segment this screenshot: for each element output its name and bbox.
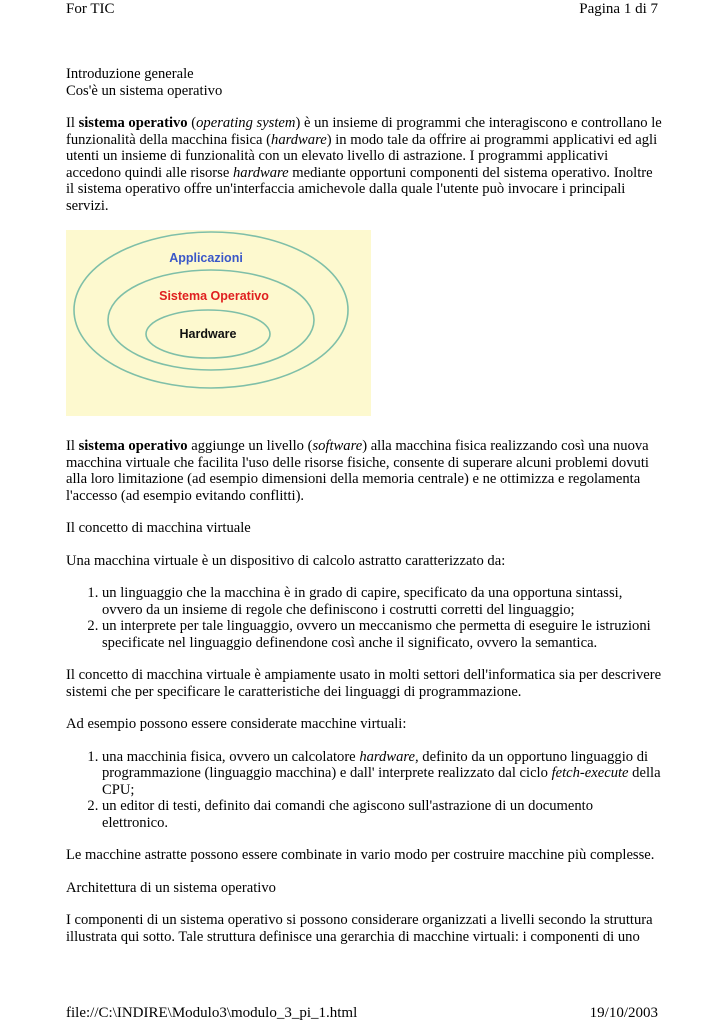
section-subtitle: Cos'è un sistema operativo bbox=[66, 82, 223, 99]
list-vm-examples bbox=[66, 749, 662, 832]
italic-term: hardware bbox=[232, 164, 289, 181]
page-header-title: For TIC bbox=[66, 1, 115, 17]
paragraph-os-layer: Il sistema operativo aggiunge un livello (software) alla macchina fisica realizzando così una nuova macchina virtuale che facilita l'uso delle risorse fisiche, consente di superare alcuni problemi dovuti alla loro limitazione (ad esempio dimensioni della memoria centrale) e ne ottimizza e regolamenta l'accesso (ad esempio evitando conflitti). bbox=[66, 438, 649, 504]
italic-term: fetch-execute bbox=[551, 765, 629, 781]
bold-term: sistema operativo bbox=[78, 115, 188, 131]
print-date: 19/10/2003 bbox=[589, 1005, 658, 1021]
list-item: 2. un interprete per tale linguaggio, ovvero un meccanismo che permetta di eseguire le istruzioni specificate nel linguaggio definendone così anche il significato, ovvero la semantica. bbox=[102, 618, 662, 651]
paragraph-os-definition: Il sistema operativo (operating system) è un insieme di programmi che interagiscono e controllano le funzionalità della macchina fisica (hardware) in modo tale da offrire ai programmi applicativi ed agli utenti un insieme di funzionalità con un elevato livello di astrazione. I programmi applicativi accedono quindi alle risorse hardware mediante opportuni componenti del sistema operativo. Inoltre il sistema operativo offre un'interfaccia amichevole dalla quale l'utente può invocare i principali servizi. bbox=[66, 115, 662, 214]
bold-term: sistema operativo bbox=[78, 438, 188, 454]
list-item: 1. una macchinia fisica, ovvero un calcolatore hardware, definito da un opportuno linguaggio di programmazione (linguaggio macchina) e dall' interprete realizzato dal ciclo fetch-execute della CPU; bbox=[102, 749, 662, 799]
os-layers-svg bbox=[66, 230, 371, 416]
italic-term: hardware bbox=[271, 131, 327, 148]
label-hardware: Hardware bbox=[179, 327, 237, 341]
list-vm-features bbox=[66, 585, 662, 651]
list-item: 1. un linguaggio che la macchina è in grado di capire, specificato da una opportuna sintassi, ovvero da un insieme di regole che definiscono i costrutti corretti del linguaggio; bbox=[102, 585, 662, 618]
section-title: Introduzione generale bbox=[66, 66, 194, 82]
paragraph-combined-machines: Le macchine astratte possono essere combinate in vario modo per costruire macchine più complesse. bbox=[66, 847, 655, 863]
paragraph-vm-usage: Il concetto di macchina virtuale è ampiamente usato in molti settori dell'informatica sia per descrivere sistemi che per specificare le caratteristiche dei linguaggi di programmazione. bbox=[66, 667, 662, 700]
middle-ellipse bbox=[108, 270, 314, 370]
heading-virtual-machine: Il concetto di macchina virtuale bbox=[66, 520, 251, 536]
heading-os-architecture: Architettura di un sistema operativo bbox=[66, 879, 276, 896]
paragraph-vm-examples-intro: Ad esempio possono essere considerate macchine virtuali: bbox=[66, 716, 407, 732]
paragraph-os-architecture: I componenti di un sistema operativo si possono considerare organizzati a livelli secondo la struttura illustrata qui sotto. Tale struttura definisce una gerarchia di macchine virtuali: i componenti di uno bbox=[66, 912, 653, 945]
os-layers-diagram bbox=[66, 230, 371, 416]
page-number: Pagina 1 di 7 bbox=[579, 1, 658, 17]
label-applicazioni: Applicazioni bbox=[169, 251, 243, 265]
italic-term: software bbox=[312, 438, 363, 454]
italic-term: operating system bbox=[196, 115, 296, 131]
italic-term: hardware bbox=[359, 748, 415, 765]
document-body bbox=[66, 66, 662, 945]
file-path: file://C:\INDIRE\Modulo3\modulo_3_pi_1.html bbox=[66, 1005, 358, 1021]
paragraph-vm-definition: Una macchina virtuale è un dispositivo di calcolo astratto caratterizzato da: bbox=[66, 552, 506, 569]
label-sistema-operativo: Sistema Operativo bbox=[159, 289, 269, 303]
list-item: 2. un editor di testi, definito dai comandi che agiscono sull'astrazione di un documento elettronico. bbox=[102, 798, 662, 831]
